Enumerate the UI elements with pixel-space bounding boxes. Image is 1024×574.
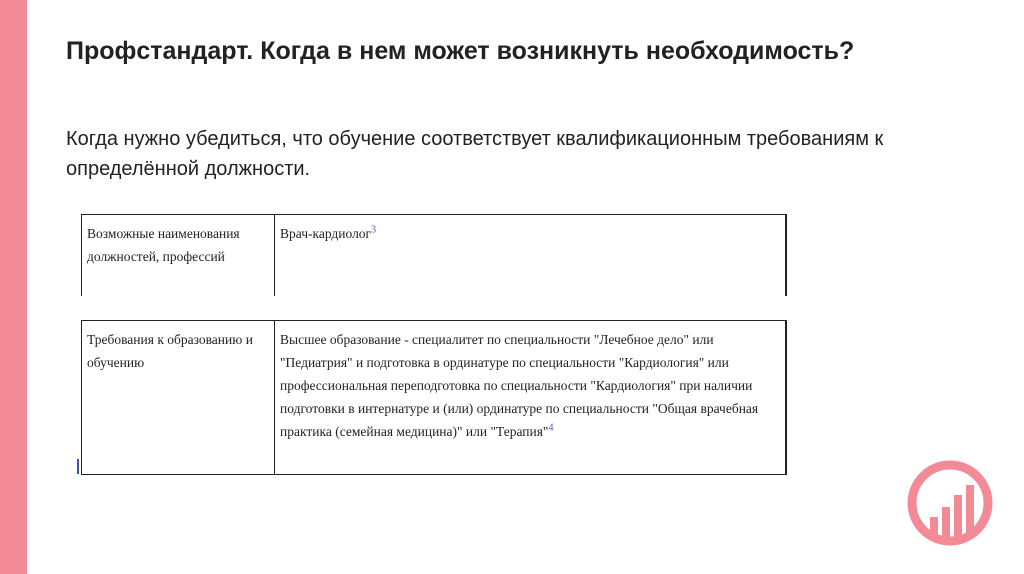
left-accent-bar [0, 0, 27, 574]
positions-value: Врач-кардиолог [280, 226, 372, 241]
table-cell-value [275, 321, 787, 475]
education-value: Высшее образование - специалитет по специальности "Лечебное дело" или "Педиатрия" и подготовка в ординатуре по специальности "Кардиология" или профессиональная переподготовка по специальности "Кардиология" при наличии подготовки в интернатуре и (или) ординатуре по специальности "Общая врачебная практика (семейная медицина)" или "Терапия" [280, 332, 759, 439]
positions-label: Возможные наименования должностей, профессий [87, 226, 240, 264]
positions-table [81, 214, 787, 296]
slide-title: Профстандарт. Когда в нем может возникнуть необходимость? [66, 37, 855, 65]
footnote-marker[interactable]: 4 [548, 422, 554, 434]
table-cell-value [275, 215, 787, 297]
footnote-marker[interactable]: 3 [371, 224, 377, 236]
education-label: Требования к образованию и обучению [87, 332, 253, 370]
text-cursor-marker [77, 459, 79, 474]
rising-bars-circle-icon [906, 459, 994, 547]
table-row [82, 215, 787, 297]
table-cell-label [82, 215, 275, 297]
table-row [82, 321, 787, 475]
slide-subtitle: Когда нужно убедиться, что обучение соответствует квалификационным требованиям к определённой должности. [66, 128, 884, 180]
table-cell-label [82, 321, 275, 475]
education-table [81, 320, 787, 475]
